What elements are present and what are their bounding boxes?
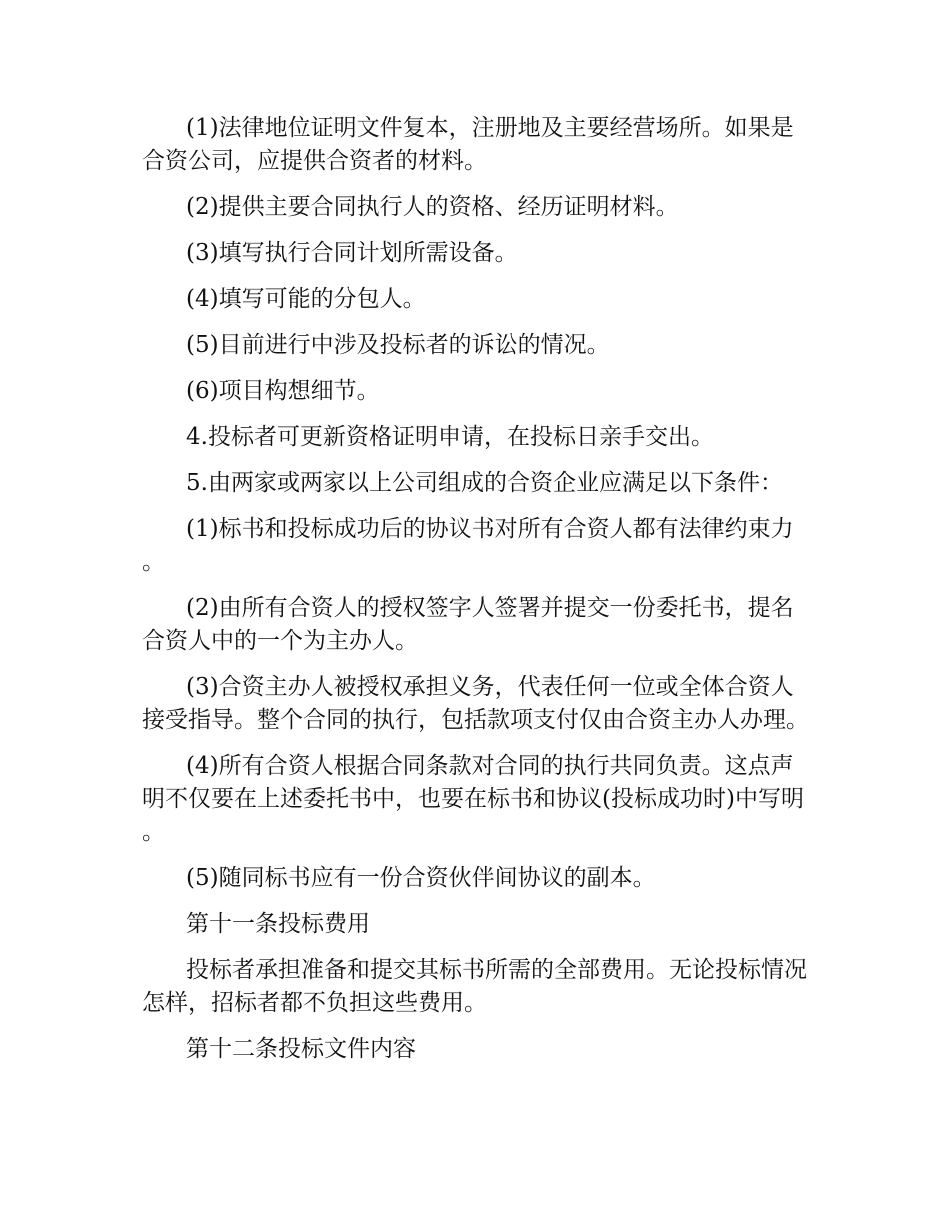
paragraph-jv-condition-2: (2)由所有合资人的授权签字人签署并提交一份委托书，提名合资人中的一个为主办人。 [142,595,794,654]
paragraph-jv-condition-4: (4)所有合资人根据合同条款对合同的执行共同负责。这点声明不仅要在上述委托书中，也要在标书和协议(投标成功时)中写明。 [142,753,804,845]
paragraph-jv-condition-3: (3)合资主办人被授权承担义务，代表任何一位或全体合资人接受指导。整个合同的执行，包括款项支付仅由合资主办人办理。 [142,674,809,733]
paragraph-requirement-3: (3)填写执行合同计划所需设备。 [186,240,518,266]
paragraph-jv-condition-5: (5)随同标书应有一份合资伙伴间协议的副本。 [186,865,656,891]
paragraph-requirement-1: (1)法律地位证明文件复本，注册地及主要经营场所。如果是合资公司，应提供合资者的材料。 [142,115,794,174]
article-11-body: 投标者承担准备和提交其标书所需的全部费用。无论投标情况怎样，招标者都不负担这些费用。 [142,957,807,1016]
paragraph-requirement-6: (6)项目构想细节。 [186,378,380,404]
article-11-heading: 第十一条投标费用 [186,911,370,937]
paragraph-jv-condition-1: (1)标书和投标成功后的协议书对所有合资人都有法律约束力。 [142,516,794,575]
article-12-heading: 第十二条投标文件内容 [186,1036,416,1062]
paragraph-item-5: 5.由两家或两家以上公司组成的合资企业应满足以下条件： [186,470,783,496]
paragraph-item-4: 4.投标者可更新资格证明申请，在投标日亲手交出。 [186,424,714,450]
document-page [142,112,814,1079]
paragraph-requirement-2: (2)提供主要合同执行人的资格、经历证明材料。 [186,194,679,220]
paragraph-requirement-4: (4)填写可能的分包人。 [186,286,426,312]
paragraph-requirement-5: (5)目前进行中涉及投标者的诉讼的情况。 [186,332,610,358]
